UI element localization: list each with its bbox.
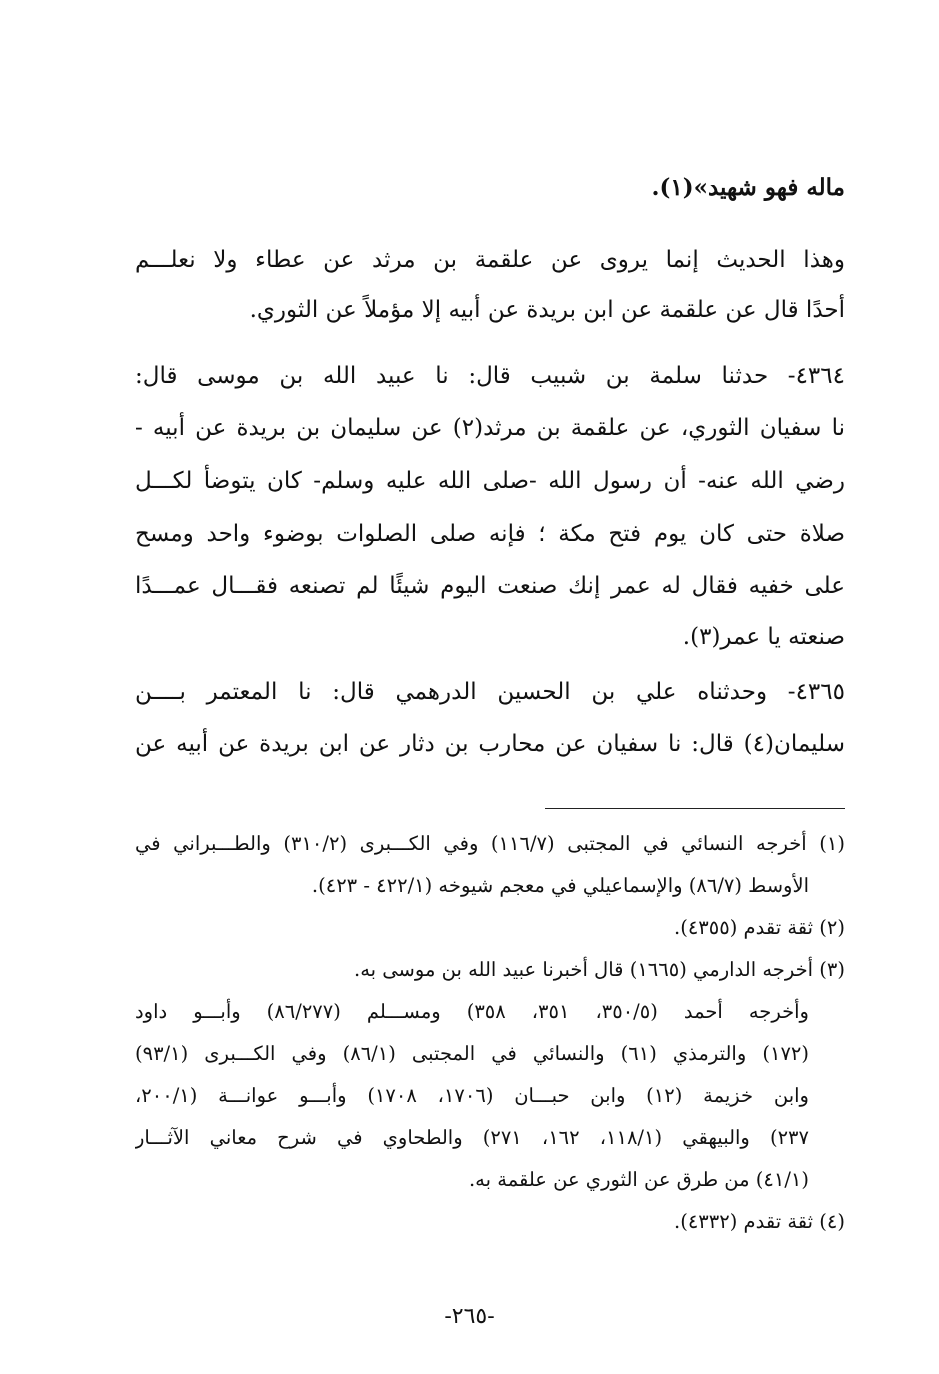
hadith-4364-line-1: ٤٣٦٤- حدثنا سلمة بن شبيب قال: نا عبيد الله بن موسى قال: (135, 363, 845, 389)
footnote-3-line-2: وأخرجه أحمد (٣٥٠/٥، ٣٥١، ٣٥٨) ومســـلم (٨٦/٢٧٧) وأبـــو داود (135, 1000, 809, 1023)
footnote-3-line-6: (٤١/١) من طرق عن الثوري عن علقمة به. (468, 1168, 809, 1191)
page-number: -٢٦٥- (444, 1304, 495, 1329)
footnote-3-line-5: ٢٣٧) والبيهقي (١١٨/١، ١٦٢، ٢٧١) والطحاوي في شرح معاني الآثـــار (135, 1126, 809, 1149)
hadith-4364-line-3: رضي الله عنه- أن رسول الله -صلى الله عليه وسلم- كان يتوضأ لكـــل (135, 468, 845, 494)
hadith-4364-line-2: نا سفيان الثوري، عن علقمة بن مرثد(٢) عن سليمان بن بريدة عن أبيه - (135, 415, 845, 441)
footnote-2: (٢) ثقة تقدم (٤٣٥٥). (674, 916, 845, 939)
footnote-3-line-1: (٣) أخرجه الدارمي (١٦٦٥) قال أخبرنا عبيد الله بن موسى به. (354, 958, 845, 981)
footnote-3-line-3: (١٧٢) والترمذي (٦١) والنسائي في المجتبى (٨٦/١) وفي الكـــبرى (٩٣/١) (135, 1042, 809, 1065)
hadith-4365-line-2: سليمان(٤) قال: نا سفيان عن محارب بن دثار عن ابن بريدة عن أبيه عن (135, 731, 845, 757)
footnote-1-line-2: الأوسط (٨٦/٧) والإسماعيلي في معجم شيوخه (٤٢٢/١ - ٤٢٣). (311, 874, 809, 897)
footnote-separator (545, 808, 845, 809)
footnote-4: (٤) ثقة تقدم (٤٣٣٢). (674, 1210, 845, 1233)
hadith-4364-line-6: صنعته يا عمر(٣). (682, 624, 845, 650)
text-line-3: أحدًا قال عن علقمة عن ابن بريدة عن أبيه إلا مؤملاً عن الثوري. (249, 297, 845, 323)
hadith-4364-line-5: على خفيه فقال له عمر إنك صنعت اليوم شيئًا لم تصنعه فقـــال عمـــدًا (135, 573, 845, 599)
footnote-1-line-1: (١) أخرجه النسائي في المجتبى (١١٦/٧) وفي الكـــبرى (٣١٠/٢) والطـــبراني في (135, 832, 845, 855)
hadith-4365-line-1: ٤٣٦٥- وحدثناه علي بن الحسين الدرهمي قال: نا المعتمر بــــن (135, 679, 845, 705)
footnote-3-line-4: وابن خزيمة (١٢) وابن حبـــان (١٧٠٦، ١٧٠٨) وأبـــو عوانـــة (٢٠٠/١، (135, 1084, 809, 1107)
hadith-4364-line-4: صلاة حتى كان يوم فتح مكة ؛ فإنه صلى الصلوات بوضوء واحد ومسح (135, 521, 845, 547)
text-line-2: وهذا الحديث إنما يروى عن علقمة بن مرثد عن عطاء ولا نعلـــم (135, 247, 845, 273)
text-line-1: ماله فهو شهيد»(١). (651, 174, 845, 201)
